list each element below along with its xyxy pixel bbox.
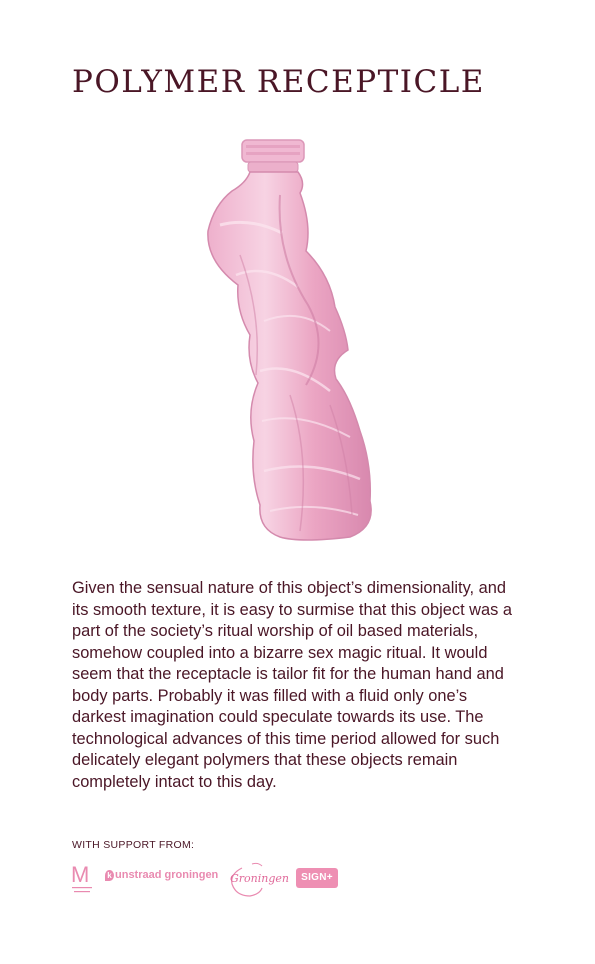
m-logo — [70, 862, 94, 896]
groningen-wordmark: Groningen — [230, 872, 289, 885]
support-label: WITH SUPPORT FROM: — [72, 839, 195, 851]
groningen-logo — [228, 860, 288, 900]
m-logo-letter: M — [71, 862, 90, 887]
kunstraad-initial: k — [105, 870, 114, 881]
bottle-image — [180, 135, 430, 545]
kunstraad-logo — [105, 869, 218, 881]
kunstraad-wordmark: unstraad groningen — [115, 869, 219, 881]
sign-logo: SIGN+ — [296, 868, 338, 888]
description-paragraph: Given the sensual nature of this object’s dimensionality, and its smooth texture, it is easy to surmise that this object was a part of the society’s ritual worship of oil based materials, somehow coupled into a bizarre sex magic ritual. It would seem that the receptacle is tailor fit for the human hand and body parts. Probably it was filled with a fluid only one’s darkest imagination could speculate towards its use. The technological advances of this time period allowed for such delicately elegant polymers that these objects remain completely intact to this day. — [72, 579, 512, 791]
page-title: POLYMER RECEPTICLE — [72, 64, 485, 100]
